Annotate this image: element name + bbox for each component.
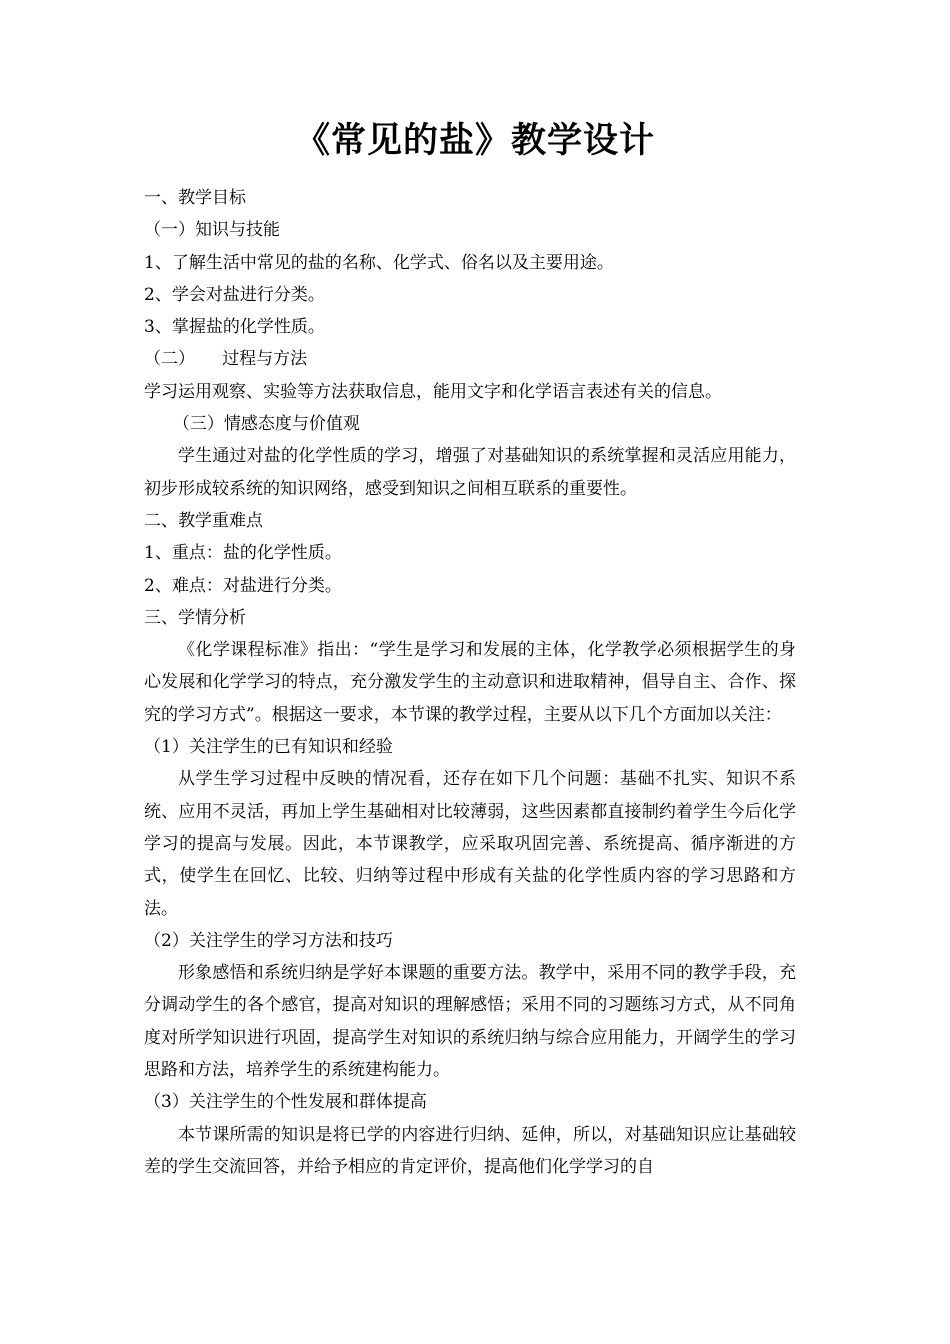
subsection-heading-process	[144, 343, 796, 375]
paragraph-prior-knowledge: 从学生学习过程中反映的情况看，还存在如下几个问题：基础不扎实、知识不系统、应用不灵活，再加上学生基础相对比较薄弱，这些因素都直接制约着学生今后化学学习的提高与发展。因此，本节课教学，应采取巩固完善、系统提高、循序渐进的方式，使学生在回忆、比较、归纳等过程中形成有关盐的化学性质内容的学习思路和方法。	[144, 769, 796, 919]
paragraph-emotion: 学生通过对盐的化学性质的学习，增强了对基础知识的系统掌握和灵活应用能力，初步形成较系统的知识网络，感受到知识之间相互联系的重要性。	[144, 446, 796, 499]
subsection-heading-knowledge: （一）知识与技能	[144, 220, 280, 241]
subsection-number: （二）	[144, 349, 195, 370]
document-body	[144, 182, 796, 1183]
paragraph-methods: 形象感悟和系统归纳是学好本课题的重要方法。教学中，采用不同的教学手段，充分调动学生的各个感官，提高对知识的理解感悟；采用不同的习题练习方式，从不同角度对所学知识进行巩固，提高学生对知识的系统归纳与综合应用能力，开阔学生的学习思路和方法，培养学生的系统建构能力。	[144, 963, 796, 1081]
section-heading-analysis: 三、学情分析	[144, 607, 246, 628]
document-title: 《常见的盐》教学设计	[294, 121, 655, 161]
paragraph-process: 学习运用观察、实验等方法获取信息，能用文字和化学语言表述有关的信息。	[144, 381, 722, 402]
subsection-heading-emotion: （三）情感态度与价值观	[172, 414, 360, 435]
paragraph-analysis-intro: 《化学课程标准》指出：“学生是学习和发展的主体，化学教学必须根据学生的身心发展和化学学习的特点，充分激发学生的主动意识和进取精神，倡导自主、合作、探究的学习方式”。根据这一要求，本节课的教学过程，主要从以下几个方面加以关注：	[144, 640, 796, 725]
list-item: 3、掌握盐的化学性质。	[144, 317, 325, 338]
section-heading-goals: 一、教学目标	[144, 188, 246, 208]
subsection-heading-prior-knowledge: （1）关注学生的已有知识和经验	[144, 737, 393, 758]
paragraph-individual: 本节课所需的知识是将已学的内容进行归纳、延伸，所以，对基础知识应让基础较差的学生交流回答，并给予相应的肯定评价，提高他们化学学习的自	[144, 1124, 796, 1177]
list-item: 2、难点：对盐进行分类。	[144, 575, 342, 596]
subsection-heading-individual: （3）关注学生的个性发展和群体提高	[144, 1092, 427, 1113]
subsection-heading-methods: （2）关注学生的学习方法和技巧	[144, 930, 393, 951]
section-heading-key-points: 二、教学重难点	[144, 510, 263, 531]
list-item: 1、重点：盐的化学性质。	[144, 543, 342, 564]
list-item: 1、了解生活中常见的盐的名称、化学式、俗名以及主要用途。	[144, 252, 614, 273]
subsection-title: 过程与方法	[222, 349, 308, 370]
list-item: 2、学会对盐进行分类。	[144, 284, 325, 305]
